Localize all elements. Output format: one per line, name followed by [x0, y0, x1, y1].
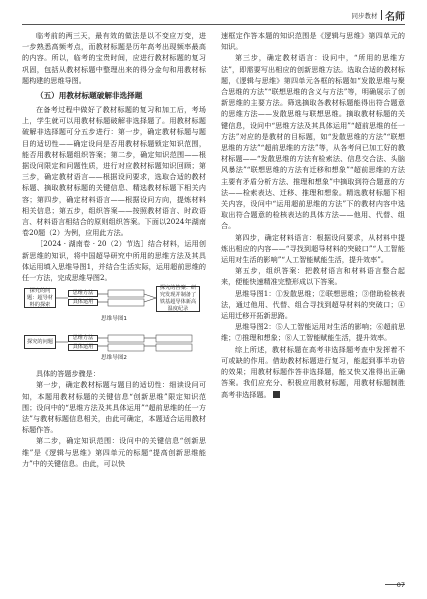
paragraph	[221, 344, 405, 400]
paragraph: 具体的答题步骤是：	[36, 369, 100, 379]
left-column	[22, 30, 206, 469]
paragraph: 第二步，确定知识范围：设问中的关键信息“创新思维”是《逻辑与思维》第四单元的标题“提高创新思维能力”中的关键信息。由此，可以快	[22, 436, 206, 468]
magazine-name: 同步教材	[351, 11, 378, 20]
section-name: 名师	[385, 11, 405, 23]
section-heading: （五）用教材标题破解非选择题	[36, 91, 143, 101]
end-mark-icon: E	[273, 391, 280, 398]
header-rule	[22, 24, 405, 25]
map2-application-box: 具体运用	[68, 344, 98, 351]
map1-question-box: 探究的问题：超导材料的探索	[24, 288, 56, 308]
paragraph: 在备考过程中做好了教材标题的复习和加工后，考场上，学生就可以用教材标题破解非选择题了。用教材标题破解非选择题可分五步进行：第一步，确定教材标题与题目的适切性——确定设问是否用教材标题锁定知识范围，能否用教材标题组织答案；第二步，确定知识范围——根据设问限定和问题性质，进行对应教材标题知识回顾；第三步，确定教材语言——根据设问要求，选取合适的教材标题、摘取教材标题的关键信息、精选教材标题下相关内容；第四步，确定材料语言——根据设问方向，提炼材料相关信息；第五步，组织答案——按照教材语言、时政语言、材料语言相结合的原则组织答案。下面以2024年湖南卷20题（2）为例，应用此方法。	[22, 105, 206, 238]
paragraph: 思维导图1：①发散思维；②联想思维；③借助检核表法，通过他用、代替、组合寻找到超导材料的突破口；④运用迁移开拓新思路。	[221, 288, 405, 321]
paragraph: 第一步，确定教材标题与题目的适切性：细读设问可知，本题用教材标题的关键信息“创新思维”限定知识范围；设问中的“思维方法及其具体运用”“超前思维的任一方法”与教材标题信息相关，由此可确定，本题适合运用教材标题作答。	[22, 380, 206, 435]
header-divider-bar	[381, 10, 383, 20]
paragraph: 第五步，组织答案：把教材语言和材料语言整合起来，便能快速精准完整形成以下答案。	[221, 266, 405, 287]
map2-question-box: 探究的问题	[24, 335, 56, 349]
page-number: 07	[396, 581, 405, 589]
map2-caption: 思维导图2	[101, 355, 127, 362]
paragraph: 速框定作答本题的知识范围是《逻辑与思维》第四单元的知识。	[221, 31, 405, 52]
mind-map-figure	[22, 286, 206, 364]
paragraph: 第四步，确定材料语言：根据设问要求，从材料中提炼出相应的内容——“寻找到超导材料的突破口”“人工智能运用对生活的影响”“人工智能赋能生活，提升效率”。	[221, 232, 405, 265]
paragraph: ［2024 · 湖南卷 · 20（2）节选］结合材料，运用创新思维的知识，将中国超导研究中所用的思维方法及其具体运用填入思维导图1，并结合生活实际，运用超前思维的任一方法，完成思维导图2。	[22, 239, 206, 283]
conclusion-text: 综上所述，教材标题在高考非选择题考查中发挥着不可或缺的作用。借助教材标题进行复习，能起到事半功倍的效果；用教材标题作答非选择题，能又快又准得出正确答案。我们应充分、积极应用教材标题，用教材标题制胜高考非选择题。	[221, 344, 405, 399]
map1-answer-box: 探究的答案：研究发现并制备了铁基超导体新高温度纪录	[156, 286, 200, 312]
paragraph: 临考前的两三天，最有效的做法是以不变应万变，进一步熟悉高频考点，而教材标题是历年高考出现频率最高的内容。所以，临考的宝贵时间，应进行教材标题的复习巩固，包括从教材标题中整理出来的得分金句和用教材标题构建的思维导图。	[22, 31, 206, 85]
map1-application-box: 具体运用	[68, 299, 98, 306]
paragraph: 第三步，确定教材语言：设问中，“所用的思维方法”，即需要写出相应的创新思维方法。选取合适的教材标题，《逻辑与思维》第四单元各框的标题如“发散思维与聚合思维的方法”“联想思维的含义与方法”等，明确展示了创新思维的主要方法。筛选摘取各教材标题能得出符合题意的思维方法——发散思维与联想思维。摘取教材标题的关键信息，设问中“思维方法及其具体运用”“超前思维的任一方法”对应的是教材的目标题，如“发散思维的方法”“联想思维的方法”“超前思维的方法”等，从各考问已加工好的教材标题——“发散思维的方法有检索法、信息交合法、头脑风暴法”“联想思维的方法有迁移和想象”“超前思维的方法主要有矛盾分析方法、推理和想象”中摘取到符合题意的方法——检索表达、迁移、推理和想象。精选教材标题下相关内容，设问中“运用超前思维的方法”下的教材内容中选取出符合题意的检核表达的具体方法——他用、代替、组合。	[221, 53, 405, 231]
map1-caption: 思维导图1	[101, 316, 127, 323]
header-label	[352, 8, 406, 22]
map1-method-box: 思维方法	[68, 290, 98, 297]
right-column	[221, 30, 405, 400]
paragraph: 思维导图2：⑤人工智能运用对生活的影响；⑥超前思维；⑦推理和想象；⑧人工智能赋能生活，提升效率。	[221, 322, 405, 343]
map2-method-box: 思维方法	[68, 335, 98, 342]
